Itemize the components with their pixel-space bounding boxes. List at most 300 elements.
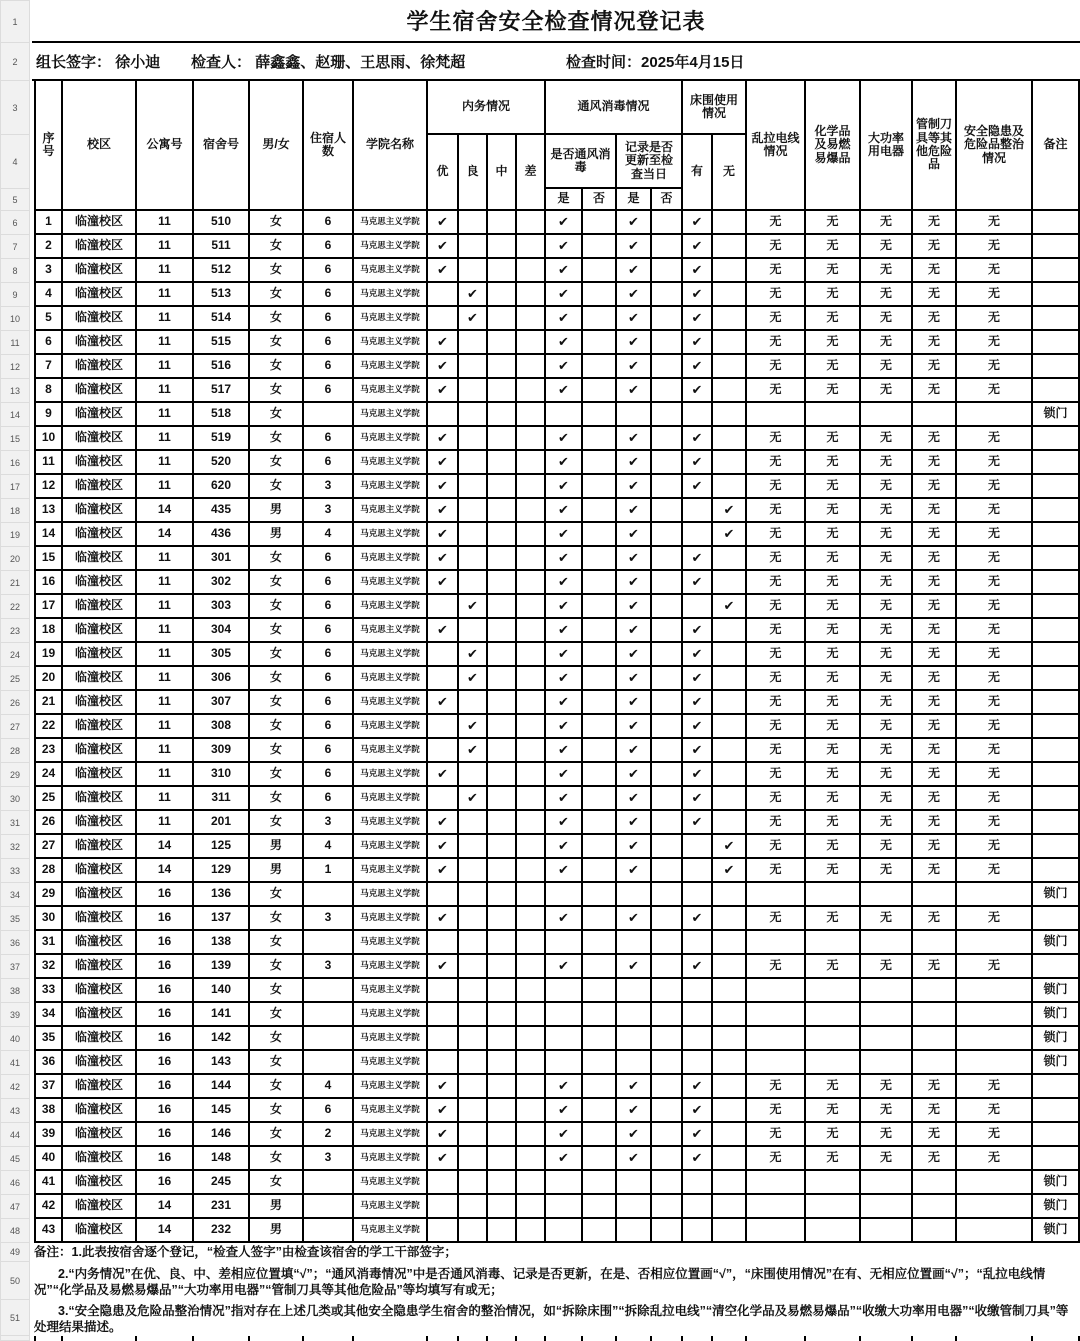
cell-rail-none[interactable] <box>713 739 747 763</box>
cell-rectification[interactable] <box>957 1027 1033 1051</box>
cell-seq[interactable]: 17 <box>34 595 63 619</box>
cell-room[interactable]: 245 <box>194 1171 250 1195</box>
cell-campus[interactable]: 临潼校区 <box>63 259 137 283</box>
cell-college[interactable]: 马克思主义学院 <box>354 427 428 451</box>
header-vent-yes[interactable]: 是 <box>546 189 583 211</box>
cell-chemicals[interactable] <box>806 1051 861 1075</box>
cell-housekeeping-中[interactable] <box>488 979 517 1003</box>
cell-high-power[interactable]: 无 <box>861 451 913 475</box>
cell-college[interactable]: 马克思主义学院 <box>354 1051 428 1075</box>
cell-housekeeping-优[interactable] <box>428 715 459 739</box>
cell-campus[interactable]: 临潼校区 <box>63 667 137 691</box>
cell-college[interactable]: 马克思主义学院 <box>354 379 428 403</box>
cell-room[interactable]: 138 <box>194 931 250 955</box>
cell-housekeeping-差[interactable] <box>517 739 546 763</box>
cell-rail-have[interactable] <box>683 1027 713 1051</box>
cell-occupancy[interactable]: 3 <box>304 1147 354 1171</box>
cell-housekeeping-良[interactable]: ✔ <box>459 715 488 739</box>
cell-rail-have[interactable]: ✔ <box>683 331 713 355</box>
cell-wires[interactable] <box>747 1051 806 1075</box>
cell-apartment[interactable]: 11 <box>137 571 194 595</box>
row-number[interactable]: 29 <box>0 763 30 787</box>
cell-knives[interactable]: 无 <box>913 739 957 763</box>
cell-knives[interactable] <box>913 1051 957 1075</box>
cell-chemicals[interactable] <box>806 1027 861 1051</box>
cell-housekeeping-中[interactable] <box>488 499 517 523</box>
cell-wires[interactable]: 无 <box>747 523 806 547</box>
cell-record-yes[interactable]: ✔ <box>617 595 652 619</box>
cell-record-no[interactable] <box>652 859 683 883</box>
cell-record-yes[interactable]: ✔ <box>617 259 652 283</box>
cell-record-yes[interactable]: ✔ <box>617 547 652 571</box>
cell-high-power[interactable] <box>861 1219 913 1243</box>
cell-housekeeping-差[interactable] <box>517 355 546 379</box>
cell-housekeeping-中[interactable] <box>488 1099 517 1123</box>
cell-sex[interactable]: 女 <box>250 931 304 955</box>
cell-campus[interactable]: 临潼校区 <box>63 595 137 619</box>
cell-remark[interactable] <box>1033 763 1080 787</box>
cell-room[interactable]: 145 <box>194 1099 250 1123</box>
cell-seq[interactable]: 25 <box>34 787 63 811</box>
cell-knives[interactable] <box>913 403 957 427</box>
cell-campus[interactable]: 临潼校区 <box>63 739 137 763</box>
cell-high-power[interactable]: 无 <box>861 643 913 667</box>
cell-remark[interactable]: 锁门 <box>1033 1051 1080 1075</box>
cell-room[interactable]: 309 <box>194 739 250 763</box>
row-number[interactable]: 20 <box>0 547 30 571</box>
cell-rail-have[interactable] <box>683 1051 713 1075</box>
cell-housekeeping-差[interactable] <box>517 931 546 955</box>
cell-vent-yes[interactable]: ✔ <box>546 811 583 835</box>
cell-housekeeping-优[interactable]: ✔ <box>428 547 459 571</box>
cell-wires[interactable]: 无 <box>747 475 806 499</box>
cell-rectification[interactable] <box>957 1003 1033 1027</box>
cell-rail-none[interactable] <box>713 811 747 835</box>
cell-chemicals[interactable] <box>806 1195 861 1219</box>
cell-housekeeping-良[interactable] <box>459 403 488 427</box>
cell-rail-none[interactable] <box>713 307 747 331</box>
header-hk-good[interactable]: 良 <box>459 135 488 211</box>
cell-seq[interactable]: 9 <box>34 403 63 427</box>
cell-record-no[interactable] <box>652 1171 683 1195</box>
header-high-power[interactable]: 大功率用电器 <box>861 81 913 211</box>
cell-remark[interactable] <box>1033 451 1080 475</box>
cell-record-yes[interactable]: ✔ <box>617 355 652 379</box>
cell-remark[interactable] <box>1033 691 1080 715</box>
cell-campus[interactable]: 临潼校区 <box>63 1219 137 1243</box>
cell-record-yes[interactable]: ✔ <box>617 451 652 475</box>
cell-college[interactable]: 马克思主义学院 <box>354 259 428 283</box>
cell-vent-yes[interactable]: ✔ <box>546 859 583 883</box>
cell-record-no[interactable] <box>652 1147 683 1171</box>
cell-wires[interactable]: 无 <box>747 259 806 283</box>
header-bedrail[interactable]: 床围使用情况 <box>683 81 747 135</box>
cell-housekeeping-优[interactable]: ✔ <box>428 619 459 643</box>
cell-rectification[interactable]: 无 <box>957 571 1033 595</box>
cell-chemicals[interactable]: 无 <box>806 451 861 475</box>
cell-housekeeping-差[interactable] <box>517 571 546 595</box>
cell-knives[interactable]: 无 <box>913 907 957 931</box>
cell-college[interactable]: 马克思主义学院 <box>354 571 428 595</box>
cell-rail-have[interactable]: ✔ <box>683 1099 713 1123</box>
cell-high-power[interactable]: 无 <box>861 763 913 787</box>
cell-remark[interactable]: 锁门 <box>1033 1195 1080 1219</box>
cell-vent-no[interactable] <box>583 907 617 931</box>
cell-vent-no[interactable] <box>583 739 617 763</box>
cell-chemicals[interactable]: 无 <box>806 211 861 235</box>
cell-campus[interactable]: 临潼校区 <box>63 379 137 403</box>
cell-occupancy[interactable]: 6 <box>304 1099 354 1123</box>
cell-housekeeping-良[interactable] <box>459 427 488 451</box>
row-number[interactable]: 3 <box>0 81 30 135</box>
cell-knives[interactable]: 无 <box>913 595 957 619</box>
cell-remark[interactable] <box>1033 667 1080 691</box>
cell-record-no[interactable] <box>652 931 683 955</box>
cell-college[interactable]: 马克思主义学院 <box>354 715 428 739</box>
cell-housekeeping-良[interactable] <box>459 883 488 907</box>
cell-knives[interactable]: 无 <box>913 1099 957 1123</box>
cell-high-power[interactable]: 无 <box>861 379 913 403</box>
cell-chemicals[interactable]: 无 <box>806 283 861 307</box>
cell-housekeeping-优[interactable]: ✔ <box>428 379 459 403</box>
cell-wires[interactable] <box>747 403 806 427</box>
cell-remark[interactable] <box>1033 475 1080 499</box>
cell-vent-no[interactable] <box>583 1027 617 1051</box>
cell-college[interactable]: 马克思主义学院 <box>354 1171 428 1195</box>
cell-high-power[interactable]: 无 <box>861 1123 913 1147</box>
row-number[interactable]: 40 <box>0 1027 30 1051</box>
cell-rail-none[interactable] <box>713 1123 747 1147</box>
cell-rectification[interactable]: 无 <box>957 835 1033 859</box>
cell-wires[interactable]: 无 <box>747 715 806 739</box>
cell-seq[interactable]: 4 <box>34 283 63 307</box>
cell-sex[interactable]: 女 <box>250 259 304 283</box>
cell-record-no[interactable] <box>652 355 683 379</box>
cell-record-yes[interactable] <box>617 883 652 907</box>
cell-housekeeping-差[interactable] <box>517 1195 546 1219</box>
cell-housekeeping-优[interactable]: ✔ <box>428 763 459 787</box>
cell-rail-none[interactable]: ✔ <box>713 595 747 619</box>
cell-seq[interactable]: 35 <box>34 1027 63 1051</box>
cell-housekeeping-良[interactable] <box>459 811 488 835</box>
cell-knives[interactable]: 无 <box>913 619 957 643</box>
cell-sex[interactable]: 女 <box>250 715 304 739</box>
cell-high-power[interactable] <box>861 931 913 955</box>
cell-rail-none[interactable] <box>713 1219 747 1243</box>
cell-room[interactable]: 435 <box>194 499 250 523</box>
cell-housekeeping-良[interactable]: ✔ <box>459 643 488 667</box>
cell-housekeeping-中[interactable] <box>488 283 517 307</box>
cell-record-no[interactable] <box>652 307 683 331</box>
cell-vent-yes[interactable]: ✔ <box>546 955 583 979</box>
cell-room[interactable]: 305 <box>194 643 250 667</box>
cell-housekeeping-良[interactable] <box>459 763 488 787</box>
cell-housekeeping-差[interactable] <box>517 979 546 1003</box>
cell-seq[interactable]: 2 <box>34 235 63 259</box>
row-number[interactable]: 7 <box>0 235 30 259</box>
cell-record-no[interactable] <box>652 835 683 859</box>
cell-sex[interactable]: 女 <box>250 1003 304 1027</box>
cell-campus[interactable]: 临潼校区 <box>63 787 137 811</box>
cell-rail-have[interactable] <box>683 1003 713 1027</box>
cell-vent-yes[interactable]: ✔ <box>546 379 583 403</box>
cell-housekeeping-中[interactable] <box>488 211 517 235</box>
header-sex[interactable]: 男/女 <box>250 81 304 211</box>
cell-housekeeping-良[interactable] <box>459 211 488 235</box>
cell-record-no[interactable] <box>652 715 683 739</box>
cell-apartment[interactable]: 11 <box>137 595 194 619</box>
row-number[interactable]: 46 <box>0 1171 30 1195</box>
row-number[interactable]: 21 <box>0 571 30 595</box>
cell-vent-no[interactable] <box>583 259 617 283</box>
cell-record-yes[interactable]: ✔ <box>617 211 652 235</box>
cell-seq[interactable]: 40 <box>34 1147 63 1171</box>
cell-rail-none[interactable] <box>713 667 747 691</box>
cell-knives[interactable]: 无 <box>913 763 957 787</box>
cell-rail-have[interactable]: ✔ <box>683 1075 713 1099</box>
cell-high-power[interactable]: 无 <box>861 619 913 643</box>
cell-knives[interactable] <box>913 1219 957 1243</box>
cell-high-power[interactable]: 无 <box>861 547 913 571</box>
cell-sex[interactable]: 女 <box>250 379 304 403</box>
cell-housekeeping-中[interactable] <box>488 355 517 379</box>
cell-occupancy[interactable]: 3 <box>304 907 354 931</box>
cell-campus[interactable]: 临潼校区 <box>63 979 137 1003</box>
row-number[interactable]: 4 <box>0 135 30 189</box>
cell-housekeeping-中[interactable] <box>488 1051 517 1075</box>
cell-apartment[interactable]: 11 <box>137 547 194 571</box>
cell-record-yes[interactable]: ✔ <box>617 1075 652 1099</box>
cell-knives[interactable]: 无 <box>913 427 957 451</box>
cell-sex[interactable]: 女 <box>250 1147 304 1171</box>
cell-occupancy[interactable] <box>304 1051 354 1075</box>
cell-housekeeping-良[interactable] <box>459 931 488 955</box>
cell-high-power[interactable] <box>861 1171 913 1195</box>
cell-wires[interactable] <box>747 1027 806 1051</box>
cell-occupancy[interactable] <box>304 403 354 427</box>
cell-vent-yes[interactable]: ✔ <box>546 1099 583 1123</box>
cell-seq[interactable]: 31 <box>34 931 63 955</box>
cell-campus[interactable]: 临潼校区 <box>63 619 137 643</box>
cell-housekeeping-良[interactable] <box>459 259 488 283</box>
row-number[interactable]: 22 <box>0 595 30 619</box>
cell-knives[interactable]: 无 <box>913 859 957 883</box>
cell-remark[interactable] <box>1033 1099 1080 1123</box>
cell-campus[interactable]: 临潼校区 <box>63 763 137 787</box>
cell-chemicals[interactable]: 无 <box>806 835 861 859</box>
cell-housekeeping-良[interactable]: ✔ <box>459 307 488 331</box>
cell-record-yes[interactable]: ✔ <box>617 787 652 811</box>
cell-housekeeping-优[interactable] <box>428 883 459 907</box>
cell-vent-yes[interactable]: ✔ <box>546 427 583 451</box>
cell-sex[interactable]: 女 <box>250 667 304 691</box>
cell-vent-no[interactable] <box>583 1123 617 1147</box>
cell-wires[interactable]: 无 <box>747 211 806 235</box>
cell-record-yes[interactable] <box>617 1051 652 1075</box>
cell-chemicals[interactable]: 无 <box>806 475 861 499</box>
header-housekeeping[interactable]: 内务情况 <box>428 81 546 135</box>
cell-rail-have[interactable]: ✔ <box>683 571 713 595</box>
cell-remark[interactable] <box>1033 619 1080 643</box>
cell-rectification[interactable]: 无 <box>957 739 1033 763</box>
cell-housekeeping-差[interactable] <box>517 619 546 643</box>
cell-housekeeping-优[interactable] <box>428 1003 459 1027</box>
cell-room[interactable]: 519 <box>194 427 250 451</box>
cell-occupancy[interactable] <box>304 1219 354 1243</box>
cell-chemicals[interactable]: 无 <box>806 811 861 835</box>
cell-rail-none[interactable] <box>713 1171 747 1195</box>
cell-room[interactable]: 302 <box>194 571 250 595</box>
cell-rail-none[interactable] <box>713 355 747 379</box>
cell-record-yes[interactable]: ✔ <box>617 427 652 451</box>
cell-record-no[interactable] <box>652 259 683 283</box>
header-rail-have[interactable]: 有 <box>683 135 713 211</box>
cell-wires[interactable]: 无 <box>747 643 806 667</box>
cell-housekeeping-差[interactable] <box>517 859 546 883</box>
cell-seq[interactable]: 33 <box>34 979 63 1003</box>
cell-apartment[interactable]: 16 <box>137 1099 194 1123</box>
cell-rail-have[interactable] <box>683 403 713 427</box>
cell-wires[interactable] <box>747 1195 806 1219</box>
cell-housekeeping-良[interactable] <box>459 523 488 547</box>
cell-housekeeping-中[interactable] <box>488 427 517 451</box>
cell-seq[interactable]: 32 <box>34 955 63 979</box>
cell-housekeeping-良[interactable] <box>459 835 488 859</box>
cell-housekeeping-良[interactable] <box>459 1171 488 1195</box>
cell-rectification[interactable]: 无 <box>957 235 1033 259</box>
cell-occupancy[interactable]: 4 <box>304 835 354 859</box>
cell-vent-yes[interactable]: ✔ <box>546 907 583 931</box>
cell-college[interactable]: 马克思主义学院 <box>354 691 428 715</box>
cell-apartment[interactable]: 16 <box>137 1123 194 1147</box>
cell-sex[interactable]: 男 <box>250 523 304 547</box>
cell-apartment[interactable]: 16 <box>137 955 194 979</box>
cell-record-no[interactable] <box>652 475 683 499</box>
row-number[interactable]: 25 <box>0 667 30 691</box>
cell-apartment[interactable]: 16 <box>137 883 194 907</box>
cell-record-yes[interactable]: ✔ <box>617 1123 652 1147</box>
cell-vent-no[interactable] <box>583 667 617 691</box>
cell-college[interactable]: 马克思主义学院 <box>354 523 428 547</box>
cell-vent-yes[interactable] <box>546 1051 583 1075</box>
cell-knives[interactable]: 无 <box>913 547 957 571</box>
cell-record-yes[interactable]: ✔ <box>617 811 652 835</box>
cell-record-no[interactable] <box>652 1099 683 1123</box>
cell-rail-have[interactable] <box>683 931 713 955</box>
cell-knives[interactable] <box>913 1171 957 1195</box>
cell-rail-none[interactable] <box>713 259 747 283</box>
header-vent-no[interactable]: 否 <box>583 189 617 211</box>
cell-vent-no[interactable] <box>583 931 617 955</box>
cell-seq[interactable]: 39 <box>34 1123 63 1147</box>
cell-vent-no[interactable] <box>583 883 617 907</box>
cell-rail-have[interactable]: ✔ <box>683 739 713 763</box>
cell-vent-no[interactable] <box>583 283 617 307</box>
cell-record-yes[interactable]: ✔ <box>617 739 652 763</box>
cell-chemicals[interactable]: 无 <box>806 859 861 883</box>
cell-seq[interactable]: 3 <box>34 259 63 283</box>
cell-record-no[interactable] <box>652 883 683 907</box>
header-occupancy[interactable]: 住宿人数 <box>304 81 354 211</box>
cell-remark[interactable]: 锁门 <box>1033 883 1080 907</box>
cell-housekeeping-良[interactable] <box>459 907 488 931</box>
cell-occupancy[interactable]: 6 <box>304 211 354 235</box>
cell-apartment[interactable]: 16 <box>137 1171 194 1195</box>
cell-record-no[interactable] <box>652 691 683 715</box>
cell-rectification[interactable]: 无 <box>957 859 1033 883</box>
cell-college[interactable]: 马克思主义学院 <box>354 1147 428 1171</box>
cell-occupancy[interactable]: 3 <box>304 475 354 499</box>
cell-occupancy[interactable]: 6 <box>304 691 354 715</box>
cell-vent-no[interactable] <box>583 571 617 595</box>
cell-housekeeping-优[interactable] <box>428 787 459 811</box>
cell-apartment[interactable]: 11 <box>137 691 194 715</box>
cell-rail-have[interactable]: ✔ <box>683 763 713 787</box>
cell-chemicals[interactable]: 无 <box>806 619 861 643</box>
cell-vent-no[interactable] <box>583 979 617 1003</box>
cell-knives[interactable] <box>913 1003 957 1027</box>
cell-remark[interactable] <box>1033 1123 1080 1147</box>
cell-housekeeping-良[interactable]: ✔ <box>459 667 488 691</box>
cell-remark[interactable] <box>1033 811 1080 835</box>
cell-chemicals[interactable]: 无 <box>806 523 861 547</box>
row-number[interactable]: 6 <box>0 211 30 235</box>
cell-vent-no[interactable] <box>583 355 617 379</box>
cell-vent-yes[interactable] <box>546 1171 583 1195</box>
cell-campus[interactable]: 临潼校区 <box>63 1195 137 1219</box>
row-number[interactable]: 8 <box>0 259 30 283</box>
cell-housekeeping-差[interactable] <box>517 379 546 403</box>
cell-rail-none[interactable] <box>713 1147 747 1171</box>
cell-rail-have[interactable]: ✔ <box>683 451 713 475</box>
cell-sex[interactable]: 女 <box>250 787 304 811</box>
cell-sex[interactable]: 男 <box>250 1195 304 1219</box>
cell-knives[interactable] <box>913 931 957 955</box>
cell-seq[interactable]: 7 <box>34 355 63 379</box>
cell-vent-yes[interactable]: ✔ <box>546 667 583 691</box>
cell-occupancy[interactable]: 6 <box>304 667 354 691</box>
cell-housekeeping-优[interactable]: ✔ <box>428 811 459 835</box>
cell-housekeeping-中[interactable] <box>488 547 517 571</box>
cell-rail-none[interactable] <box>713 763 747 787</box>
cell-college[interactable]: 马克思主义学院 <box>354 643 428 667</box>
cell-housekeeping-中[interactable] <box>488 451 517 475</box>
cell-housekeeping-差[interactable] <box>517 1123 546 1147</box>
cell-record-yes[interactable] <box>617 1027 652 1051</box>
cell-rail-none[interactable] <box>713 331 747 355</box>
cell-room[interactable]: 129 <box>194 859 250 883</box>
cell-vent-yes[interactable]: ✔ <box>546 571 583 595</box>
cell-record-yes[interactable]: ✔ <box>617 235 652 259</box>
cell-housekeeping-良[interactable]: ✔ <box>459 283 488 307</box>
cell-campus[interactable]: 临潼校区 <box>63 1003 137 1027</box>
row-number[interactable]: 32 <box>0 835 30 859</box>
cell-rectification[interactable]: 无 <box>957 283 1033 307</box>
cell-occupancy[interactable]: 4 <box>304 523 354 547</box>
cell-room[interactable]: 308 <box>194 715 250 739</box>
cell-campus[interactable]: 临潼校区 <box>63 1051 137 1075</box>
cell-room[interactable]: 516 <box>194 355 250 379</box>
cell-room[interactable]: 307 <box>194 691 250 715</box>
cell-chemicals[interactable]: 无 <box>806 499 861 523</box>
cell-rectification[interactable]: 无 <box>957 499 1033 523</box>
cell-housekeeping-差[interactable] <box>517 331 546 355</box>
cell-chemicals[interactable]: 无 <box>806 955 861 979</box>
cell-rail-none[interactable] <box>713 715 747 739</box>
cell-wires[interactable]: 无 <box>747 835 806 859</box>
cell-wires[interactable]: 无 <box>747 499 806 523</box>
cell-housekeeping-中[interactable] <box>488 571 517 595</box>
